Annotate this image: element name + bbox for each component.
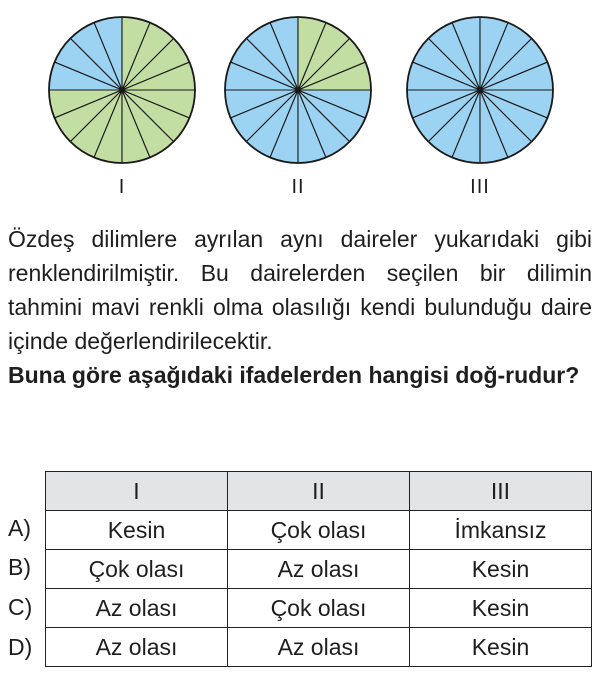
question-prompt: Buna göre aşağıdaki ifadelerden hangisi doğ-rudur? [8, 362, 580, 388]
table-header-row [46, 472, 592, 511]
option-row-c[interactable] [46, 589, 592, 628]
table-cell: Az olası [46, 589, 228, 628]
table-cell: Az olası [46, 628, 228, 667]
table-cell: Çok olası [46, 550, 228, 589]
header-circle-3: III [410, 472, 592, 511]
table-cell: İmkansız [410, 511, 592, 550]
option-letter-b[interactable]: B) [8, 554, 31, 580]
option-row-d[interactable] [46, 628, 592, 667]
question-text [8, 222, 592, 392]
header-circle-1: I [46, 472, 228, 511]
circle-3 [407, 17, 553, 163]
circle-2 [225, 17, 371, 163]
table-cell: Az olası [228, 628, 410, 667]
table-cell: Kesin [46, 511, 228, 550]
question-body: Özdeş dilimlere ayrılan aynı daireler yukarıdaki gibi renklendirilmiştir. Bu dairelerden seçilen bir dilimin tahmini mavi renkli olma olasılığı kendi bulunduğu daire içinde değerlendirilecektir. [8, 226, 592, 354]
header-circle-2: II [228, 472, 410, 511]
circle-label-2: II [291, 176, 305, 198]
table-cell: Kesin [410, 628, 592, 667]
option-letter-c[interactable]: C) [8, 594, 33, 620]
table-cell: Çok olası [228, 511, 410, 550]
option-letter-d[interactable]: D) [8, 634, 33, 660]
options-table [45, 471, 592, 667]
table-cell: Az olası [228, 550, 410, 589]
option-row-b[interactable] [46, 550, 592, 589]
table-cell: Çok olası [228, 589, 410, 628]
table-cell: Kesin [410, 550, 592, 589]
circle-1 [49, 17, 195, 163]
table-cell: Kesin [410, 589, 592, 628]
option-row-a[interactable] [46, 511, 592, 550]
circle-label-1: I [118, 176, 126, 198]
circle-label-3: III [470, 176, 490, 198]
circle-figures [0, 0, 602, 170]
option-letter-a[interactable]: A) [8, 515, 31, 541]
